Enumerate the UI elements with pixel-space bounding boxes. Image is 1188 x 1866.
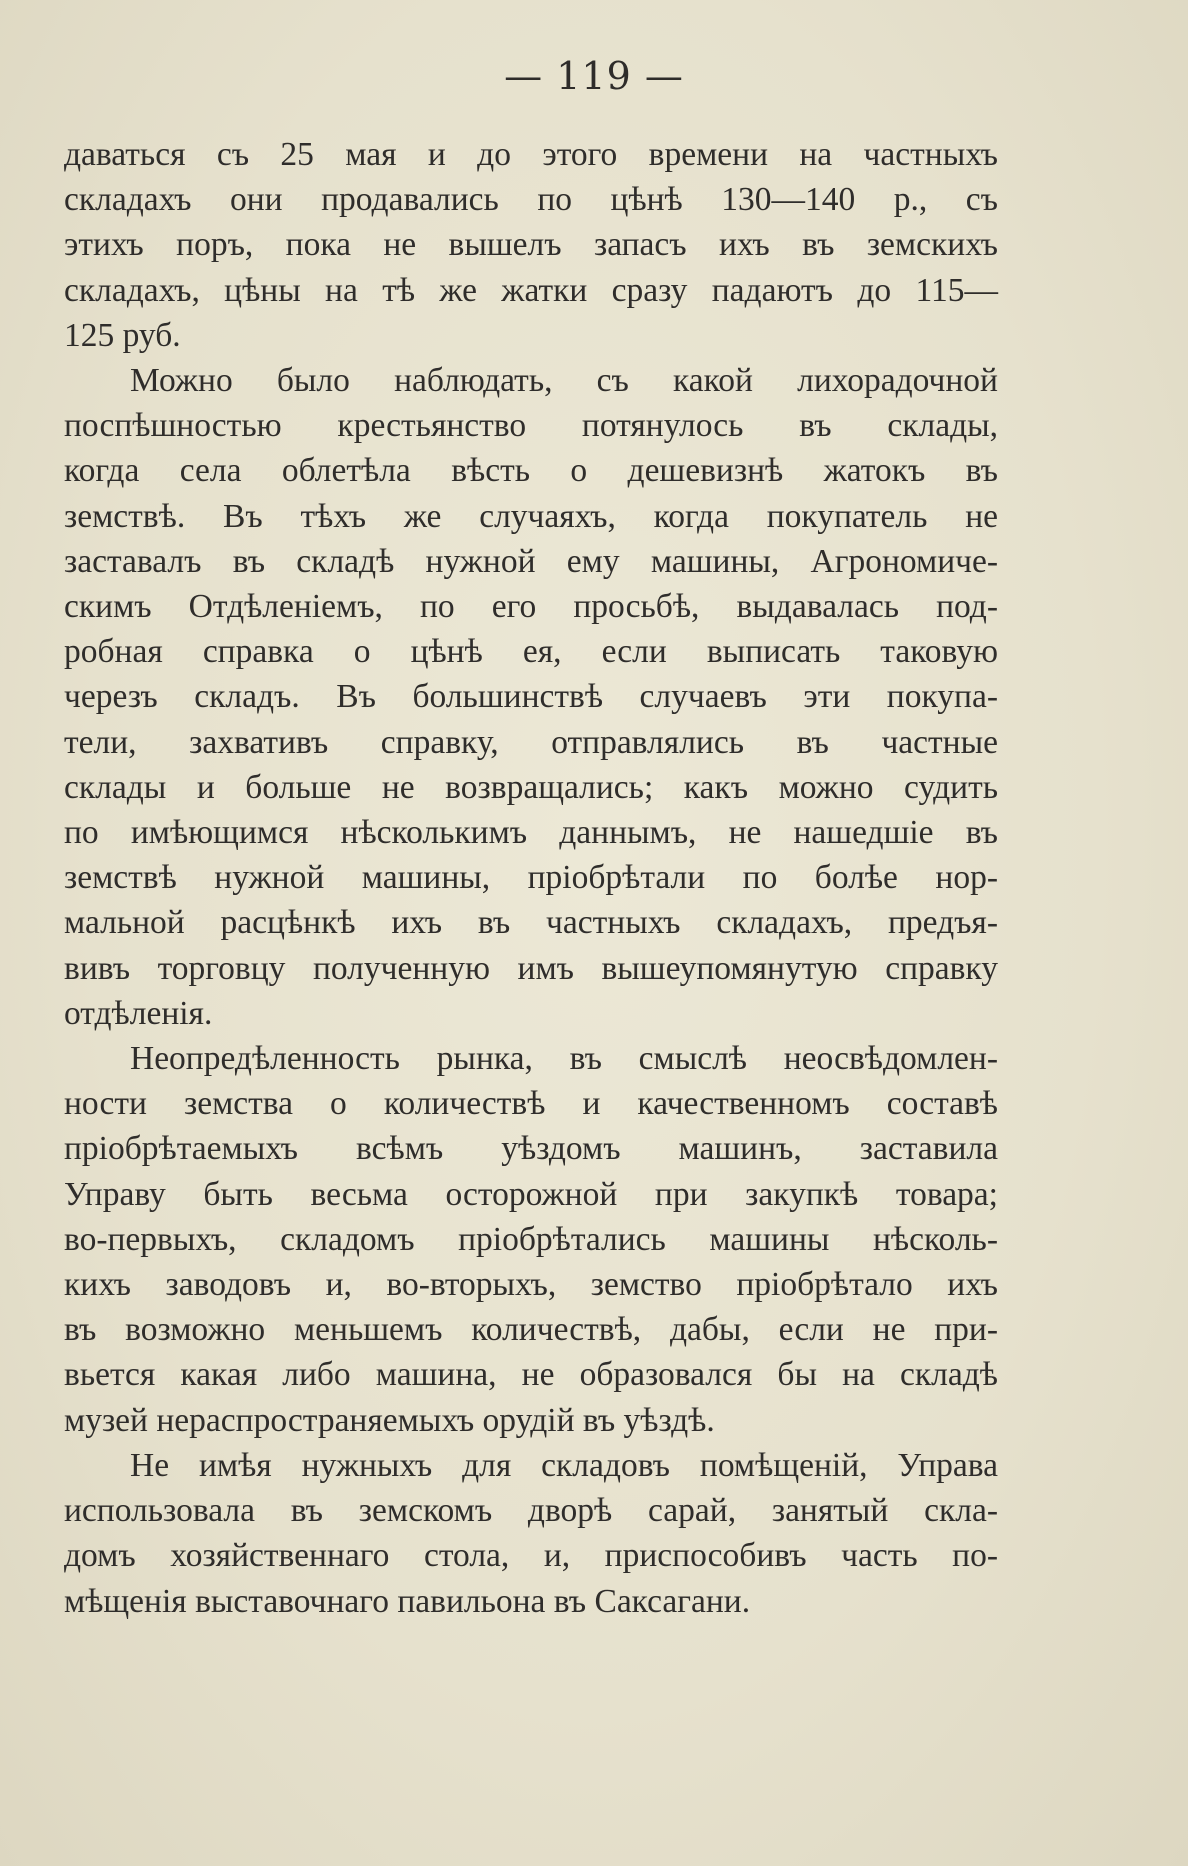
text-line: земствѣ нужной машины, пріобрѣтали по болѣе нор- (64, 859, 998, 897)
text-line: этихъ поръ, пока не вышелъ запасъ ихъ въ земскихъ (64, 226, 998, 264)
text-line: тели, захвативъ справку, отправлялись въ частные (64, 723, 998, 761)
text-line: робная справка о цѣнѣ ея, если выписать таковую (64, 633, 998, 671)
paragraph (64, 358, 998, 1036)
text-line: складахъ, цѣны на тѣ же жатки сразу падаютъ до 115— (64, 271, 998, 309)
text-line: склады и больше не возвращались; какъ можно судить (64, 768, 998, 806)
text-line: черезъ складъ. Въ большинствѣ случаевъ эти покупа- (64, 678, 998, 716)
text-line: музей нераспространяемыхъ орудій въ уѣздѣ. (64, 1401, 715, 1439)
text-line: Неопредѣленность рынка, въ смыслѣ неосвѣдомлен- (130, 1040, 998, 1078)
paragraph (64, 1443, 998, 1624)
paragraph (64, 1036, 998, 1443)
body-text (64, 132, 998, 1624)
text-line: во-первыхъ, складомъ пріобрѣтались машины нѣсколь- (64, 1220, 998, 1258)
text-line: мѣщенія выставочнаго павильона въ Саксагани. (64, 1582, 751, 1620)
text-line: Управу быть весьма осторожной при закупкѣ товара; (64, 1175, 998, 1213)
text-line: кихъ заводовъ и, во-вторыхъ, земство пріобрѣтало ихъ (64, 1266, 998, 1304)
text-line: использовала въ земскомъ дворѣ сарай, занятый скла- (64, 1492, 998, 1530)
text-line: Не имѣя нужныхъ для складовъ помѣщеній, Управа (130, 1446, 998, 1484)
text-line: по имѣющимся нѣсколькимъ даннымъ, не нашедшіе въ (64, 814, 998, 852)
text-line: вивъ торговцу полученную имъ вышеупомянутую справку (64, 949, 998, 987)
text-line: поспѣшностью крестьянство потянулось въ склады, (64, 407, 998, 445)
text-line: домъ хозяйственнаго стола, и, приспособивъ часть по- (64, 1537, 998, 1575)
text-line: 125 руб. (64, 316, 181, 354)
paragraph (64, 132, 998, 358)
text-line: мальной расцѣнкѣ ихъ въ частныхъ складахъ, предъя- (64, 904, 998, 942)
text-line: скимъ Отдѣленіемъ, по его просьбѣ, выдавалась под- (64, 588, 998, 626)
text-line: вьется какая либо машина, не образовался бы на складѣ (64, 1356, 998, 1394)
text-line: земствѣ. Въ тѣхъ же случаяхъ, когда покупатель не (64, 497, 998, 535)
text-line: даваться съ 25 мая и до этого времени на частныхъ (64, 136, 998, 173)
text-line: отдѣленія. (64, 994, 213, 1032)
text-line: ности земства о количествѣ и качественномъ составѣ (64, 1085, 998, 1123)
text-line: когда села облетѣла вѣсть о дешевизнѣ жатокъ въ (64, 452, 998, 490)
text-line: пріобрѣтаемыхъ всѣмъ уѣздомъ машинъ, заставила (64, 1130, 998, 1168)
text-line: складахъ они продавались по цѣнѣ 130—140 р., съ (64, 181, 998, 219)
text-line: заставалъ въ складѣ нужной ему машины, Агрономиче- (64, 542, 998, 580)
page-number: — 119 — (504, 54, 684, 98)
text-line: въ возможно меньшемъ количествѣ, дабы, если не при- (64, 1311, 998, 1349)
text-line: Можно было наблюдать, съ какой лихорадочной (130, 362, 998, 400)
